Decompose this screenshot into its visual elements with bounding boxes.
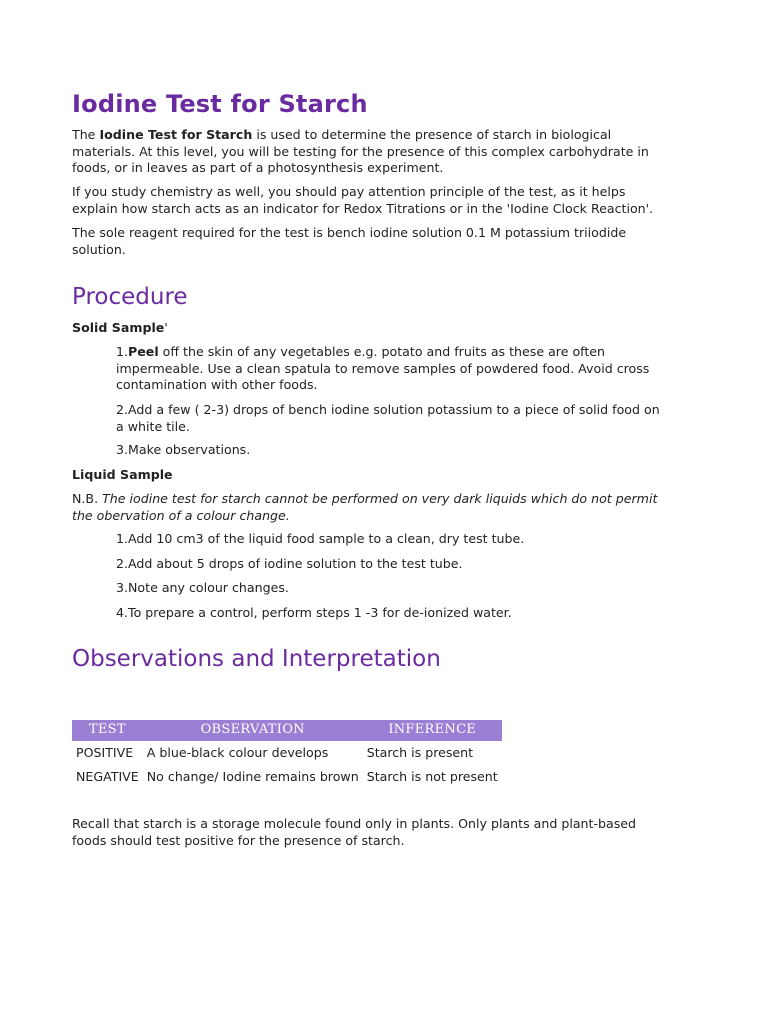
- intro-p2-line2: explain how starch acts as an indicator for Redox Titrations or in the 'Iodine Clock Reaction'.: [72, 200, 654, 216]
- solid-step-1-num: 1.: [116, 344, 129, 359]
- solid-sample-label-text: Solid Sample: [72, 320, 165, 335]
- intro-p3-line1: The sole reagent required for the test is bench iodine solution 0.1 M potassium triiodide: [72, 225, 627, 240]
- solid-step-2-line2: a white tile.: [116, 418, 190, 434]
- solid-sample-label: [72, 320, 168, 337]
- solid-step-2: [116, 402, 706, 435]
- intro-paragraph-2: [72, 184, 702, 217]
- table-header-test: TEST: [72, 720, 143, 741]
- page-title: Iodine Test for Starch: [72, 90, 368, 118]
- table-header-observation: OBSERVATION: [143, 720, 363, 741]
- liquid-sample-label: Liquid Sample: [72, 467, 173, 482]
- liquid-step-1: 1.Add 10 cm3 of the liquid food sample to a clean, dry test tube.: [116, 531, 525, 546]
- intro-p1-line3: foods, or in leaves as part of a photosynthesis experiment.: [72, 160, 444, 175]
- solid-step-1-line3: contamination with other foods.: [116, 377, 318, 392]
- intro-p1-prefix: The: [72, 127, 100, 142]
- intro-p1-line1-rest: is used to determine the presence of starch in biological: [252, 127, 612, 142]
- table-row: [72, 765, 502, 789]
- table-header-row: [72, 720, 502, 741]
- liquid-note-line1: The iodine test for starch cannot be performed on very dark liquids which do not permit: [102, 491, 658, 506]
- liquid-step-2: 2.Add about 5 drops of iodine solution to the test tube.: [116, 556, 463, 571]
- solid-step-1-line2: impermeable. Use a clean spatula to remove samples of powdered food. Avoid cross: [116, 360, 650, 376]
- solid-step-1: [116, 344, 706, 394]
- table-row: [72, 741, 502, 765]
- intro-p2-line1: If you study chemistry as well, you should pay attention principle of the test, as it helps: [72, 184, 626, 199]
- closing-line1: Recall that starch is a storage molecule found only in plants. Only plants and plant-based: [72, 816, 637, 831]
- table-cell-observation: A blue-black colour develops: [146, 744, 329, 760]
- liquid-note-line2: the obervation of a colour change.: [72, 507, 290, 523]
- solid-step-2-line1: 2.Add a few ( 2-3) drops of bench iodine solution potassium to a piece of solid food on: [116, 402, 660, 417]
- table-cell-observation: No change/ Iodine remains brown: [146, 768, 359, 784]
- table-cell-inference: Starch is present: [366, 744, 474, 760]
- observations-heading: Observations and Interpretation: [72, 646, 441, 672]
- solid-step-1-bold: Peel: [128, 344, 159, 359]
- liquid-step-4: 4.To prepare a control, perform steps 1 -3 for de-ionized water.: [116, 605, 512, 620]
- closing-line2: foods should test positive for the presence of starch.: [72, 832, 405, 848]
- liquid-note-prefix: N.B.: [72, 491, 103, 506]
- table-cell-inference: Starch is not present: [366, 768, 498, 784]
- closing-paragraph: [72, 816, 702, 849]
- intro-p1-bold: Iodine Test for Starch: [99, 127, 253, 142]
- procedure-heading: Procedure: [72, 284, 188, 310]
- liquid-step-3: 3.Note any colour changes.: [116, 580, 289, 595]
- table-cell-test: NEGATIVE: [76, 768, 139, 784]
- intro-paragraph-1: [72, 127, 702, 177]
- liquid-note: [72, 491, 702, 524]
- intro-paragraph-3: [72, 225, 702, 258]
- intro-p1-line2: materials. At this level, you will be testing for the presence of this complex carbohydrate in: [72, 143, 649, 159]
- solid-step-1-line1-rest: off the skin of any vegetables e.g. potato and fruits as these are often: [158, 344, 606, 359]
- table-cell-test: POSITIVE: [76, 744, 134, 760]
- solid-sample-label-suffix: ': [164, 320, 168, 335]
- table-header-inference: INFERENCE: [363, 720, 502, 741]
- solid-step-3: 3.Make observations.: [116, 442, 251, 457]
- observations-table: [72, 720, 502, 789]
- intro-p3-line2: solution.: [72, 241, 126, 257]
